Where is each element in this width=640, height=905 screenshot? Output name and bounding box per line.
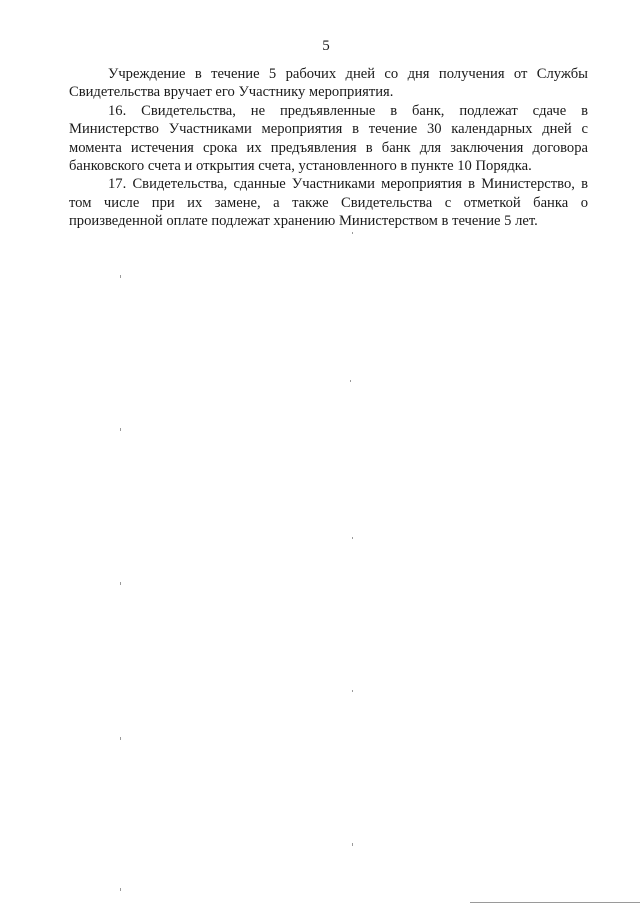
scan-edge-line	[470, 902, 640, 903]
scan-speck	[350, 380, 351, 382]
scan-speck	[120, 582, 121, 585]
scan-speck	[352, 537, 353, 539]
scan-speck	[120, 275, 121, 278]
scan-speck	[120, 737, 121, 740]
scan-speck	[352, 232, 353, 234]
page-number: 5	[322, 38, 330, 54]
paragraph-receipt: Учреждение в течение 5 рабочих дней со дня получения от Службы Свидетельства вручает его Участнику мероприятия.	[69, 66, 588, 101]
scan-speck	[352, 690, 353, 692]
paragraph-16: 16. Свидетельства, не предъявленные в банк, подлежат сдаче в Министерство Участниками мероприятия в течение 30 календарных дней с момента истечения срока их предъявления в банк для заключения договора банковского счета и открытия счета, установленного в пункте 10 Порядка.	[69, 102, 588, 175]
scan-speck	[120, 888, 121, 891]
paragraph-17: 17. Свидетельства, сданные Участниками мероприятия в Министерство, в том числе при их замене, а также Свидетельства с отметкой банка о произведенной оплате подлежат хранению Министерством в течение 5 лет.	[69, 176, 588, 230]
scan-speck	[352, 843, 353, 846]
scan-speck	[120, 428, 121, 431]
document-body	[69, 65, 588, 231]
